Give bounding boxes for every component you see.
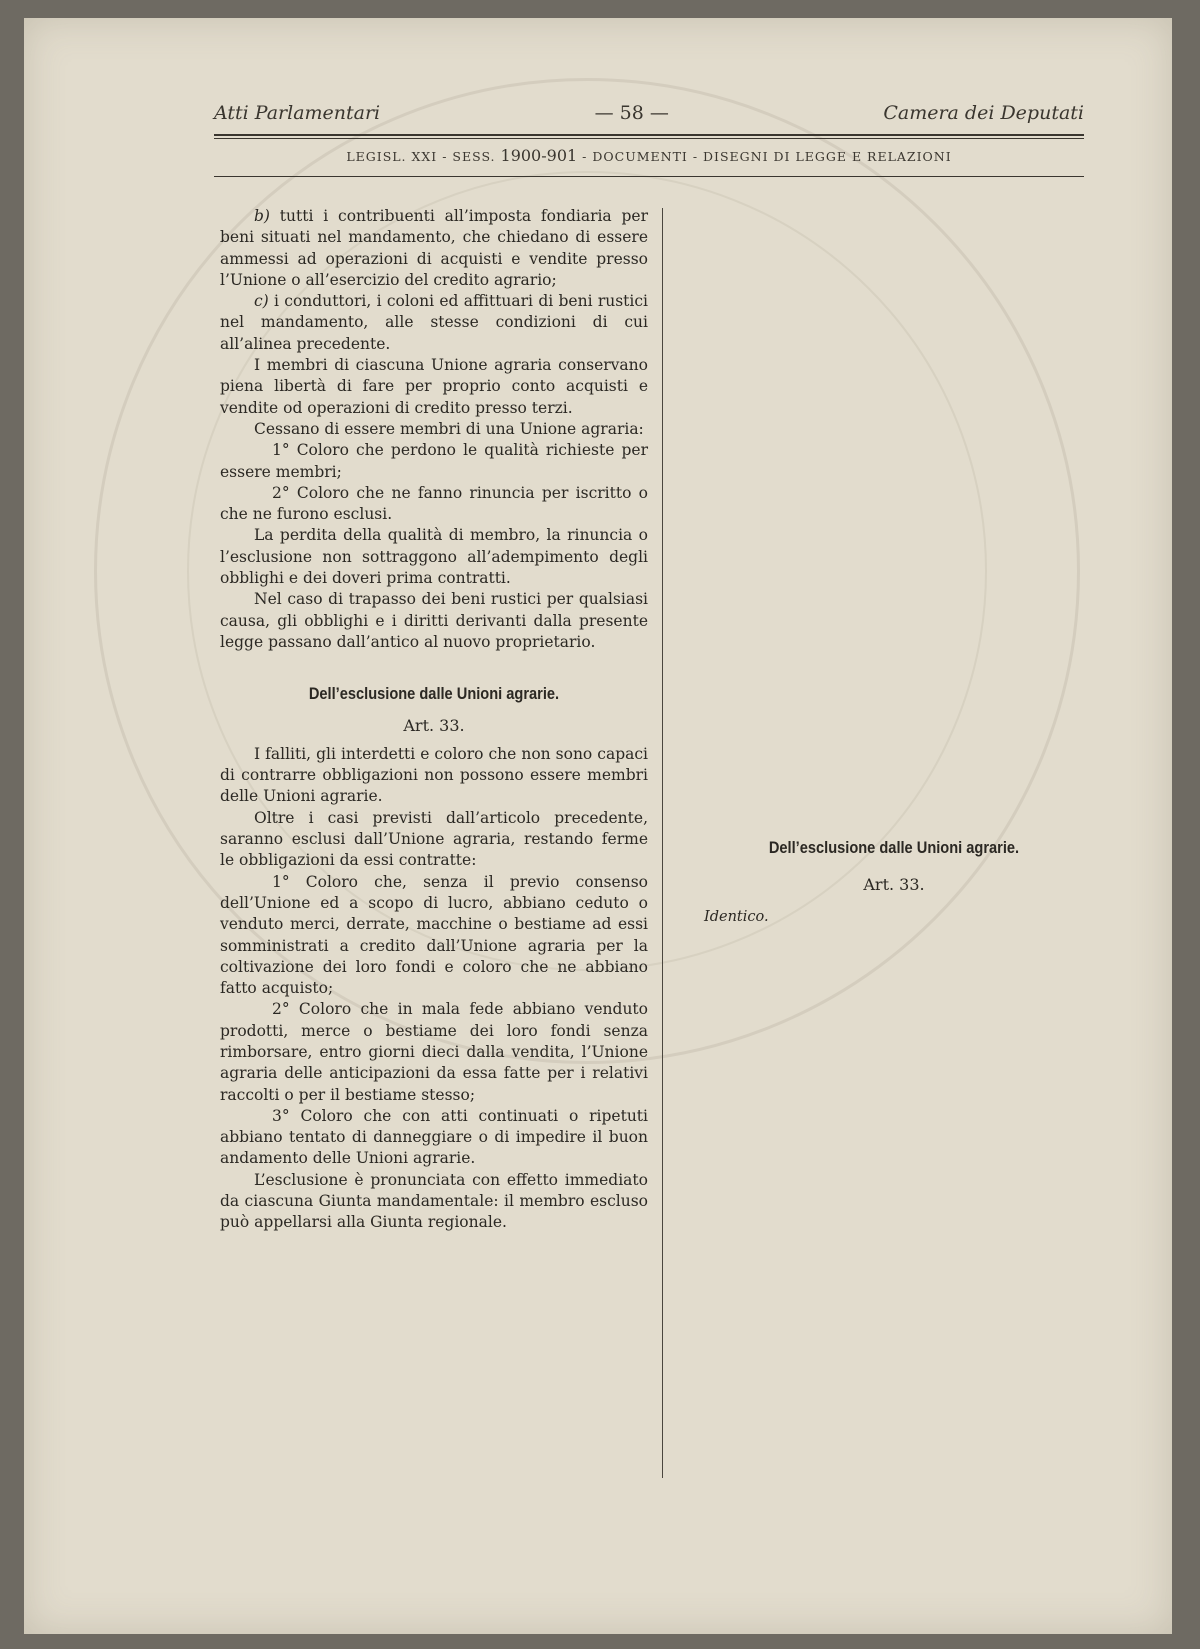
section-heading: Dell’esclusione dalle Unioni agrarie. (308, 684, 560, 704)
paragraph: 1° Coloro che perdono le qualità richieste per essere membri; (220, 441, 648, 481)
paragraph: Cessano di essere membri di una Unione agraria: (254, 419, 644, 438)
header-right: Camera dei Deputati (883, 102, 1084, 124)
header-left: Atti Parlamentari (214, 102, 381, 124)
column-divider (662, 208, 663, 1478)
running-header (214, 102, 1084, 124)
left-column (220, 206, 648, 1234)
document-page (24, 18, 1172, 1634)
header-rule-thin (214, 138, 1084, 139)
sub-header-documents: - DOCUMENTI - DISEGNI DI LEGGE E RELAZIONI (577, 149, 952, 164)
paragraph: I falliti, gli interdetti e coloro che non sono capaci di contrarre obbligazioni non possono essere membri delle Unioni agrarie. (220, 744, 648, 806)
paragraph: 3° Coloro che con atti continuati o ripetuti abbiano tentato di danneggiare o di impedire il buon andamento delle Unioni agrarie. (220, 1106, 648, 1168)
sub-header (214, 146, 1084, 165)
identico-note: Identico. (704, 908, 769, 925)
paragraph: Oltre i casi previsti dall’articolo precedente, saranno esclusi dall’Unione agraria, restando ferme le obbligazioni da essi contratte: (220, 808, 648, 870)
sub-header-session: LEGISL. XXI - SESS. (346, 149, 501, 164)
sub-header-year: 1900-901 (500, 146, 578, 165)
section-heading: Dell’esclusione dalle Unioni agrarie. (768, 838, 1020, 857)
paragraph: L’esclusione è pronunciata con effetto immediato da ciascuna Giunta mandamentale: il membro escluso può appellarsi alla Giunta regionale. (220, 1170, 648, 1232)
paragraph: I membri di ciascuna Unione agraria conservano piena libertà di fare per proprio conto acquisti e vendite od operazioni di credito presso terzi. (220, 356, 648, 417)
paragraph: b) tutti i contribuenti all’imposta fondiaria per beni situati nel mandamento, che chiedano di essere ammessi ad operazioni di acquisti e vendite presso l’Unione o all’esercizio del credito agrario; (220, 207, 648, 289)
paragraph: La perdita della qualità di membro, la rinuncia o l’esclusione non sottraggono all’adempimento degli obblighi e dei doveri prima contratti. (220, 526, 648, 588)
paragraph: Nel caso di trapasso dei beni rustici per qualsiasi causa, gli obblighi e i diritti derivanti dalla presente legge passano dall’antico al nuovo proprietario. (220, 590, 648, 651)
paragraph: 2° Coloro che ne fanno rinuncia per iscritto o che ne furono esclusi. (220, 483, 648, 524)
paragraph: 2° Coloro che in mala fede abbiano venduto prodotti, merce o bestiame dei loro fondi senza rimborsare, entro giorni dieci dalla vendita, l’Unione agraria delle anticipazioni da essa fatte per i relativi raccolti o per il bestiame stesso; (220, 1000, 648, 1104)
paragraph: 1° Coloro che, senza il previo consenso dell’Unione ed a scopo di lucro, abbiano ceduto o venduto merci, derrate, macchine o bestiame ad essi somministrati a credito dall’Unione agraria per la coltivazione dei loro fondi e coloro che ne abbiano fatto acquisto; (220, 872, 648, 998)
right-column (704, 838, 1084, 939)
article-number: Art. 33. (863, 875, 925, 894)
sub-header-rule (214, 176, 1084, 177)
article-number: Art. 33. (403, 715, 465, 735)
page-number: — 58 — (594, 102, 669, 124)
header-rule (214, 134, 1084, 136)
paragraph: c) i conduttori, i coloni ed affittuari di beni rustici nel mandamento, alle stesse condizioni di cui all’alinea precedente. (220, 292, 648, 353)
